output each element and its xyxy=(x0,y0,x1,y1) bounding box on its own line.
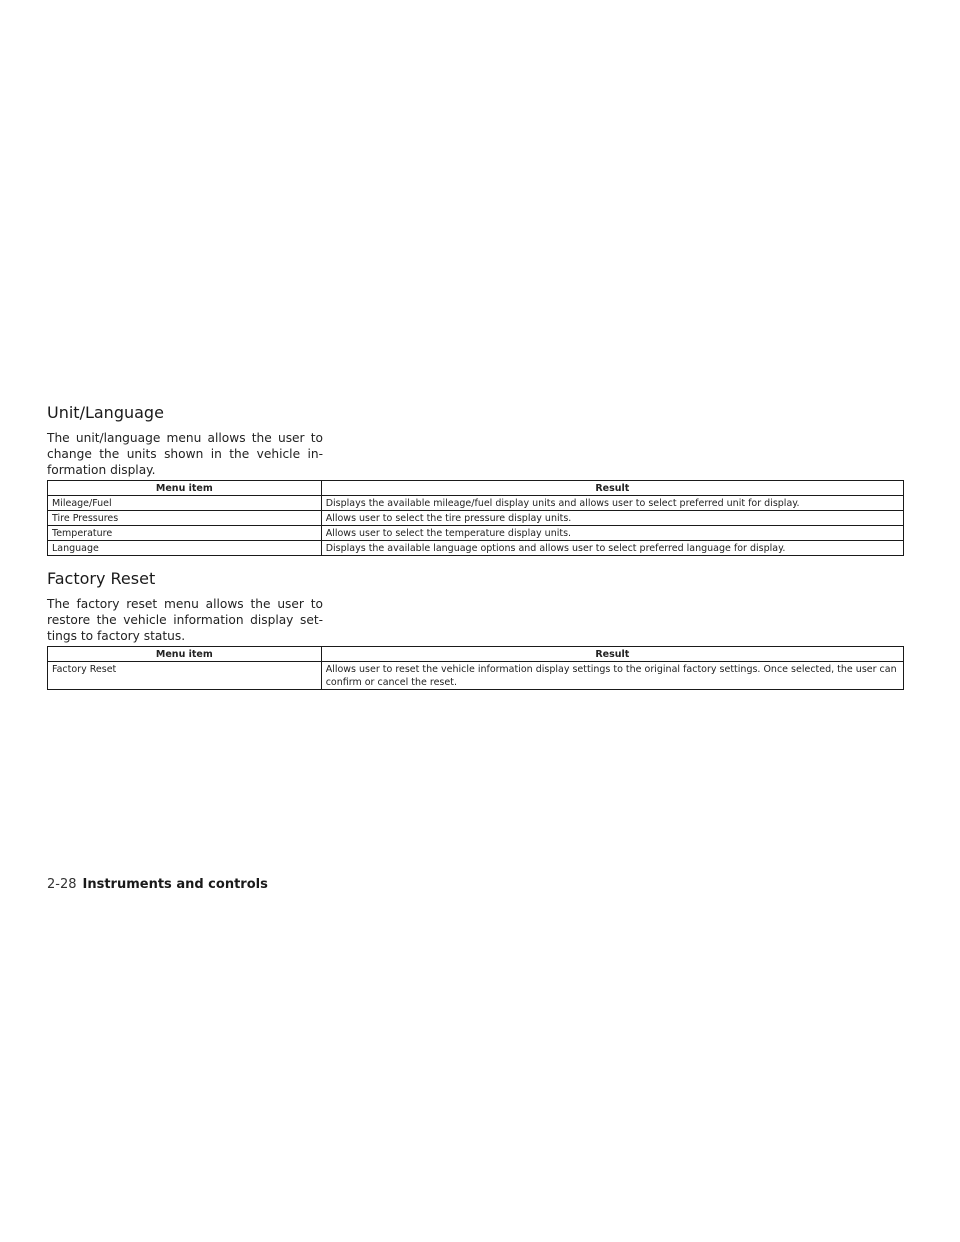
factory-reset-paragraph: The factory reset menu allows the user to restore the vehicle information display set-tings to factory status. xyxy=(47,597,323,643)
factory-reset-title: Factory Reset xyxy=(47,569,156,588)
table-header-row xyxy=(48,481,904,496)
table-row xyxy=(48,526,904,541)
menu-item-cell: Tire Pressures xyxy=(48,511,322,526)
header-menu-item: Menu item xyxy=(48,481,322,496)
chapter-title: Instruments and controls xyxy=(82,877,268,892)
page-number: 2-28 xyxy=(47,877,77,892)
result-cell: Allows user to select the tire pressure display units. xyxy=(321,511,903,526)
table-row xyxy=(48,496,904,511)
table-row xyxy=(48,511,904,526)
unit-language-paragraph: The unit/language menu allows the user to change the units shown in the vehicle in-formation display. xyxy=(47,431,323,477)
table-header-row xyxy=(48,647,904,662)
unit-language-title: Unit/Language xyxy=(47,403,164,422)
header-menu-item: Menu item xyxy=(48,647,322,662)
page-footer xyxy=(47,877,268,893)
unit-language-table xyxy=(47,480,904,556)
table-row xyxy=(48,662,904,690)
result-cell: Displays the available mileage/fuel display units and allows user to select preferred unit for display. xyxy=(321,496,903,511)
result-cell: Allows user to select the temperature display units. xyxy=(321,526,903,541)
header-result: Result xyxy=(321,481,903,496)
table-row xyxy=(48,541,904,556)
header-result: Result xyxy=(321,647,903,662)
result-cell: Allows user to reset the vehicle information display settings to the original factory settings. Once selected, the user can confirm or cancel the reset. xyxy=(321,662,903,690)
menu-item-cell: Language xyxy=(48,541,322,556)
menu-item-cell: Temperature xyxy=(48,526,322,541)
menu-item-cell: Factory Reset xyxy=(48,662,322,690)
result-cell: Displays the available language options and allows user to select preferred language for display. xyxy=(321,541,903,556)
menu-item-cell: Mileage/Fuel xyxy=(48,496,322,511)
factory-reset-table xyxy=(47,646,904,690)
